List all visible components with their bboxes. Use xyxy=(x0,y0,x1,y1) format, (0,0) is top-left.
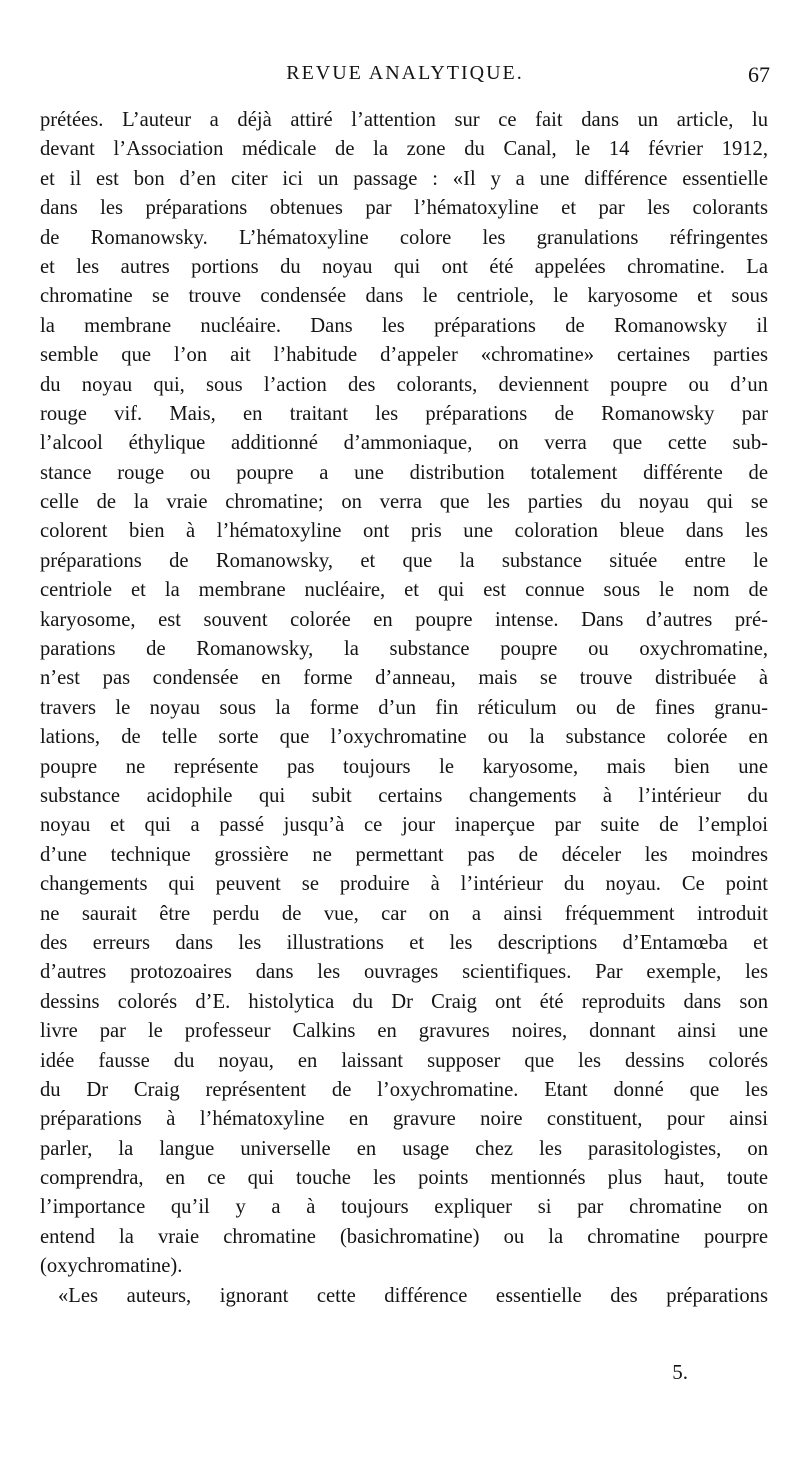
text-line: colorent bien à l’hématoxyline ont pris une coloration bleue dans les xyxy=(40,520,768,543)
running-head xyxy=(40,62,770,92)
text-line: entend la vraie chromatine (basichromatine) ou la chromatine pourpre xyxy=(40,1225,768,1248)
text-line: parations de Romanowsky, la substance poupre ou oxychromatine, xyxy=(40,638,768,661)
text-line: et il est bon d’en citer ici un passage : «Il y a une différence essentielle xyxy=(40,167,768,190)
text-line: livre par le professeur Calkins en gravures noires, donnant ainsi une xyxy=(40,1020,768,1043)
signature-mark: 5. xyxy=(672,1360,688,1384)
text-line: idée fausse du noyau, en laissant supposer que les dessins colorés xyxy=(40,1049,768,1072)
text-line: d’une technique grossière ne permettant pas de déceler les moindres xyxy=(40,843,768,866)
text-line: parler, la langue universelle en usage chez les parasitologistes, on xyxy=(40,1137,768,1160)
text-line: dessins colorés d’E. histolytica du Dr Craig ont été reproduits dans son xyxy=(40,990,768,1013)
text-line: poupre ne représente pas toujours le karyosome, mais bien une xyxy=(40,755,768,778)
text-line: des erreurs dans les illustrations et les descriptions d’Entamœba et xyxy=(40,931,768,954)
running-title: REVUE ANALYTIQUE. xyxy=(286,62,524,84)
text-line: lations, de telle sorte que l’oxychromatine ou la substance colorée en xyxy=(40,726,768,749)
text-line: chromatine se trouve condensée dans le centriole, le karyosome et sous xyxy=(40,285,768,308)
text-line: l’importance qu’il y a à toujours expliquer si par chromatine on xyxy=(40,1196,768,1219)
text-line: ne saurait être perdu de vue, car on a ainsi fréquemment introduit xyxy=(40,902,768,925)
text-line: prétées. L’auteur a déjà attiré l’attention sur ce fait dans un article, lu xyxy=(40,109,768,131)
text-line: préparations à l’hématoxyline en gravure noire constituent, pour ainsi xyxy=(40,1108,768,1131)
text-line: n’est pas condensée en forme d’anneau, mais se trouve distribuée à xyxy=(40,667,768,690)
text-line: d’autres protozoaires dans les ouvrages scientifiques. Par exemple, les xyxy=(40,961,768,984)
text-line: la membrane nucléaire. Dans les préparations de Romanowsky il xyxy=(40,314,768,337)
text-line: noyau et qui a passé jusqu’à ce jour inaperçue par suite de l’emploi xyxy=(40,814,768,837)
text-line: l’alcool éthylique additionné d’ammoniaque, on verra que cette sub- xyxy=(40,432,768,455)
text-line: celle de la vraie chromatine; on verra que les parties du noyau qui se xyxy=(40,491,768,514)
text-line: changements qui peuvent se produire à l’intérieur du noyau. Ce point xyxy=(40,873,768,896)
text-line: rouge vif. Mais, en traitant les préparations de Romanowsky par xyxy=(40,402,768,425)
page-number: 67 xyxy=(748,62,770,87)
text-line: et les autres portions du noyau qui ont été appelées chromatine. La xyxy=(40,255,768,278)
text-line-paragraph-start: «Les auteurs, ignorant cette différence essentielle des préparations xyxy=(58,1284,768,1307)
text-line: substance acidophile qui subit certains changements à l’intérieur du xyxy=(40,784,768,807)
text-line: dans les préparations obtenues par l’hématoxyline et par les colorants xyxy=(40,197,768,220)
text-line: du Dr Craig représentent de l’oxychromatine. Etant donné que les xyxy=(40,1078,768,1101)
text-line: préparations de Romanowsky, et que la substance située entre le xyxy=(40,549,768,572)
text-line: centriole et la membrane nucléaire, et qui est connue sous le nom de xyxy=(40,579,768,602)
text-line: de Romanowsky. L’hématoxyline colore les granulations réfringentes xyxy=(40,226,768,249)
text-line: karyosome, est souvent colorée en poupre intense. Dans d’autres pré- xyxy=(40,608,768,631)
text-line: du noyau qui, sous l’action des colorants, deviennent poupre ou d’un xyxy=(40,373,768,396)
text-line: comprendra, en ce qui touche les points mentionnés plus haut, toute xyxy=(40,1167,768,1190)
body-text xyxy=(40,106,768,1311)
text-line: devant l’Association médicale de la zone du Canal, le 14 février 1912, xyxy=(40,138,768,161)
text-line-paragraph-end: (oxychromatine). xyxy=(40,1255,183,1278)
text-line: travers le noyau sous la forme d’un fin réticulum ou de fines granu- xyxy=(40,696,768,719)
text-line: semble que l’on ait l’habitude d’appeler «chromatine» certaines parties xyxy=(40,344,768,367)
text-line: stance rouge ou poupre a une distribution totalement différente de xyxy=(40,461,768,484)
